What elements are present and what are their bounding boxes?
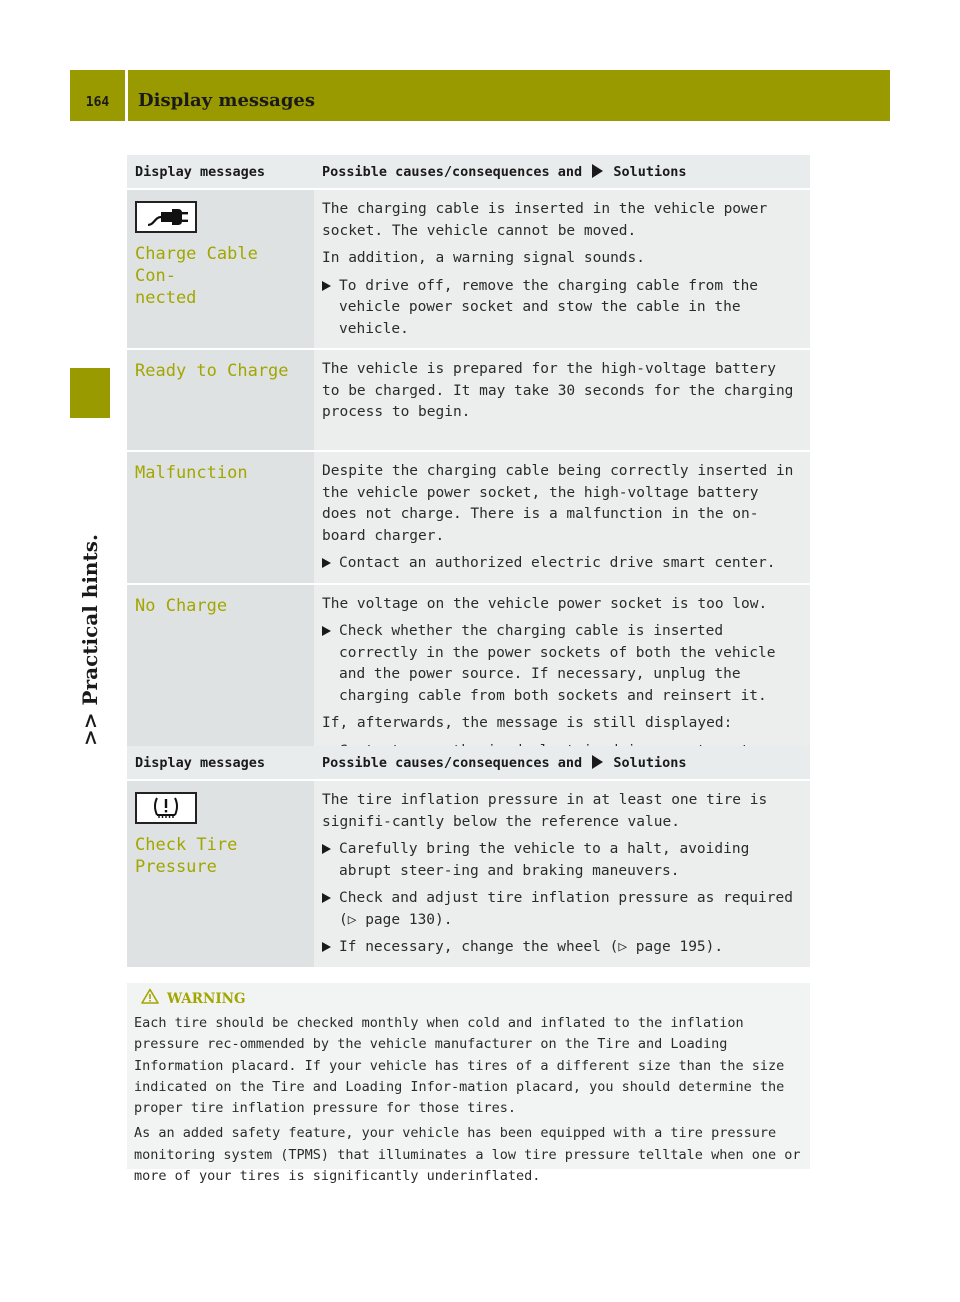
solution-step: Contact an authorized electric drive smart center.: [322, 553, 802, 575]
paragraph: The tire inflation pressure in at least one tire is signifi-cantly below the reference value.: [322, 792, 768, 830]
message-ready-to-charge: Ready to Charge: [135, 361, 289, 381]
message-cell: [127, 584, 314, 774]
table-row: [127, 189, 810, 349]
display-messages-table-tire: [127, 746, 810, 969]
arrow-icon: [322, 942, 331, 952]
table-row: [127, 780, 810, 968]
col-display-messages: Display messages: [127, 155, 314, 189]
solution-step: Check and adjust tire inflation pressure as required (▷ page 130).: [322, 888, 802, 931]
warning-label: WARNING: [167, 991, 246, 1008]
side-tab-block: [70, 368, 110, 418]
paragraph: The charging cable is inserted in the vehicle power socket. The vehicle cannot be moved.: [322, 201, 768, 239]
col-display-messages: Display messages: [127, 746, 314, 780]
display-messages-table-charging: [127, 155, 810, 775]
warning-paragraph: Each tire should be checked monthly when cold and inflated to the inflation pressure rec-ommended by the vehicle manufacturer on the Tire and Loading Information placard. If your vehicle has tires of a different size than the size indicated on the Tire and Loading Infor-mation placard, you should determine the proper tire inflation pressure for those tires.: [134, 1015, 785, 1117]
solution-step: Carefully bring the vehicle to a halt, avoiding abrupt steer-ing and braking maneuvers.: [322, 839, 802, 882]
table-header-row: [127, 746, 810, 780]
page-number: 164: [85, 95, 110, 110]
table-row: [127, 451, 810, 584]
arrow-icon: [322, 893, 331, 903]
table-row: [127, 584, 810, 774]
solution-step: Check whether the charging cable is inserted correctly in the power sockets of both the vehicle and the power source. If necessary, unplug the charging cable from both sockets and reinsert it.: [322, 621, 802, 707]
solution-cell: [314, 451, 810, 584]
arrow-icon: [322, 844, 331, 854]
message-no-charge: No Charge: [135, 595, 228, 616]
message-cell: [127, 780, 314, 968]
solution-step: If necessary, change the wheel (▷ page 195).: [322, 937, 802, 959]
page-title: Display messages: [138, 90, 315, 111]
solution-cell: [314, 780, 810, 968]
arrow-icon: [592, 164, 603, 178]
solution-cell: [314, 584, 810, 774]
plug-icon: [135, 201, 197, 233]
col-causes-solutions: Possible causes/consequences and Solutions: [314, 155, 810, 189]
message-check-tire-pressure: Check Tire Pressure: [135, 835, 238, 877]
message-charge-cable-connected: Charge Cable Con- nected: [135, 244, 258, 308]
message-cell: [127, 451, 314, 584]
arrow-icon: [322, 281, 331, 291]
table-header-row: [127, 155, 810, 189]
paragraph: The voltage on the vehicle power socket is too low.: [322, 595, 768, 612]
message-malfunction: Malfunction: [135, 463, 248, 483]
paragraph: The vehicle is prepared for the high-voltage battery to be charged. It may take 30 seconds for the charging process to begin.: [322, 361, 794, 420]
solution-step: To drive off, remove the charging cable from the vehicle power socket and stow the cable in the vehicle.: [322, 276, 802, 341]
warning-triangle-icon: [141, 988, 159, 1011]
table-row: [127, 349, 810, 451]
arrow-icon: [322, 626, 331, 636]
paragraph: Despite the charging cable being correctly inserted in the vehicle power socket, the high-voltage battery does not charge. There is a malfunction in the on-board charger.: [322, 463, 794, 544]
arrow-icon: [322, 558, 331, 568]
message-cell: [127, 189, 314, 349]
warning-paragraph: As an added safety feature, your vehicle has been equipped with a tire pressure monitoring system (TPMS) that illuminates a low tire pressure telltale when one or more of your tires is significantly underinflated.: [134, 1125, 801, 1185]
message-cell: [127, 349, 314, 451]
warning-header: [141, 988, 803, 1012]
paragraph: If, afterwards, the message is still displayed:: [322, 715, 733, 731]
col-causes-solutions: Possible causes/consequences and Solutions: [314, 746, 810, 780]
warning-box: [127, 983, 810, 1185]
solution-cell: [314, 349, 810, 451]
side-tab-label: >> Practical hints.: [78, 534, 102, 746]
solution-cell: [314, 189, 810, 349]
paragraph: In addition, a warning signal sounds.: [322, 250, 646, 266]
arrow-icon: [592, 755, 603, 769]
tire-pressure-icon: [135, 792, 197, 824]
header-divider: [125, 70, 128, 121]
